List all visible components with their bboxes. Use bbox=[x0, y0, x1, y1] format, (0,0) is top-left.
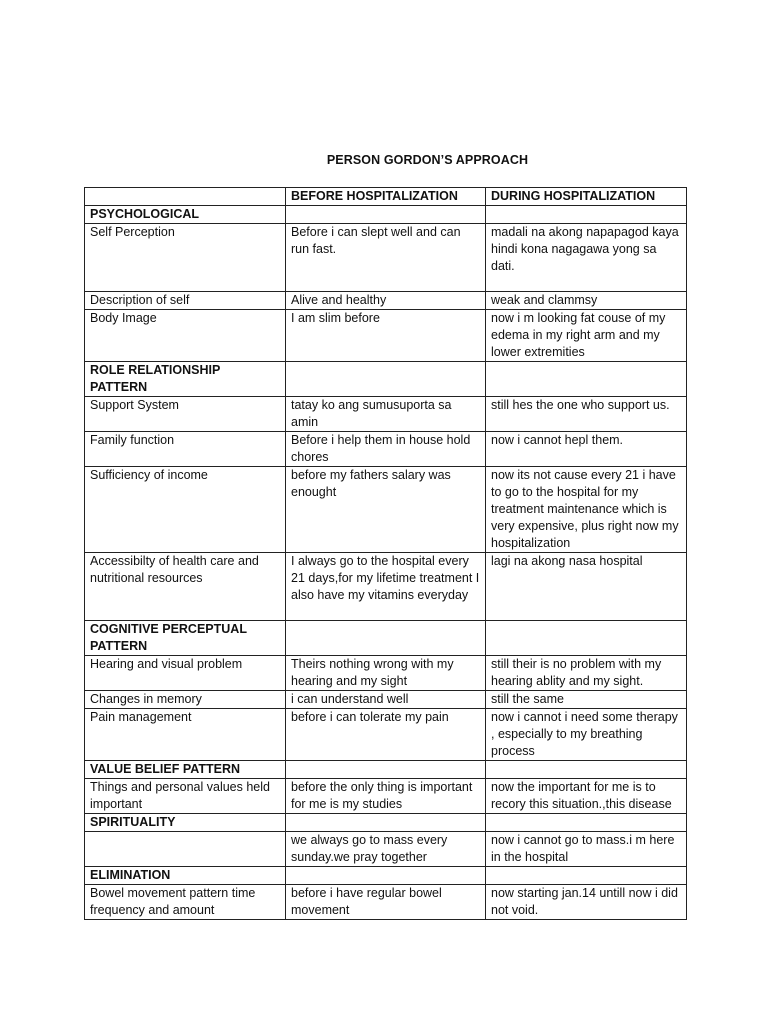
during-hospitalization-cell bbox=[486, 867, 687, 885]
row-label: Self Perception bbox=[85, 224, 286, 292]
section-heading: PSYCHOLOGICAL bbox=[85, 206, 286, 224]
before-hospitalization-cell bbox=[286, 814, 486, 832]
before-hospitalization-cell: Alive and healthy bbox=[286, 292, 486, 310]
during-hospitalization-cell bbox=[486, 362, 687, 397]
section-row bbox=[85, 761, 687, 779]
section-heading: VALUE BELIEF PATTERN bbox=[85, 761, 286, 779]
before-hospitalization-cell bbox=[286, 206, 486, 224]
table-row bbox=[85, 553, 687, 621]
header-cell-before: BEFORE HOSPITALIZATION bbox=[286, 188, 486, 206]
section-row bbox=[85, 867, 687, 885]
table-row bbox=[85, 397, 687, 432]
section-row bbox=[85, 814, 687, 832]
row-label: Family function bbox=[85, 432, 286, 467]
table-row bbox=[85, 691, 687, 709]
table-row bbox=[85, 709, 687, 761]
before-hospitalization-cell: I always go to the hospital every 21 days,for my lifetime treatment I also have my vitamins everyday bbox=[286, 553, 486, 621]
during-hospitalization-cell: still the same bbox=[486, 691, 687, 709]
table-body bbox=[85, 206, 687, 920]
table-row bbox=[85, 779, 687, 814]
section-row bbox=[85, 206, 687, 224]
during-hospitalization-cell: now i m looking fat couse of my edema in my right arm and my lower extremities bbox=[486, 310, 687, 362]
gordon-assessment-table bbox=[84, 187, 687, 920]
row-label: Pain management bbox=[85, 709, 286, 761]
before-hospitalization-cell: before i can tolerate my pain bbox=[286, 709, 486, 761]
section-row bbox=[85, 362, 687, 397]
during-hospitalization-cell bbox=[486, 206, 687, 224]
during-hospitalization-cell: lagi na akong nasa hospital bbox=[486, 553, 687, 621]
table-row bbox=[85, 292, 687, 310]
table-row bbox=[85, 467, 687, 553]
row-label: Sufficiency of income bbox=[85, 467, 286, 553]
section-heading: COGNITIVE PERCEPTUAL PATTERN bbox=[85, 621, 286, 656]
table-header-row bbox=[85, 188, 687, 206]
before-hospitalization-cell bbox=[286, 362, 486, 397]
section-heading: ELIMINATION bbox=[85, 867, 286, 885]
table-row bbox=[85, 310, 687, 362]
during-hospitalization-cell: now its not cause every 21 i have to go to the hospital for my treatment maintenance which is very expensive, plus right now my hospitalization bbox=[486, 467, 687, 553]
page-title: PERSON GORDON’S APPROACH bbox=[326, 153, 529, 167]
row-label: Bowel movement pattern time frequency and amount bbox=[85, 885, 286, 920]
table-row bbox=[85, 656, 687, 691]
section-heading: SPIRITUALITY bbox=[85, 814, 286, 832]
during-hospitalization-cell: weak and clammsy bbox=[486, 292, 687, 310]
during-hospitalization-cell: now i cannot go to mass.i m here in the hospital bbox=[486, 832, 687, 867]
row-label bbox=[85, 832, 286, 867]
before-hospitalization-cell bbox=[286, 761, 486, 779]
before-hospitalization-cell: Theirs nothing wrong with my hearing and my sight bbox=[286, 656, 486, 691]
during-hospitalization-cell bbox=[486, 814, 687, 832]
during-hospitalization-cell bbox=[486, 761, 687, 779]
row-label: Hearing and visual problem bbox=[85, 656, 286, 691]
section-row bbox=[85, 621, 687, 656]
header-cell-label bbox=[85, 188, 286, 206]
before-hospitalization-cell bbox=[286, 621, 486, 656]
row-label: Body Image bbox=[85, 310, 286, 362]
table-row bbox=[85, 224, 687, 292]
during-hospitalization-cell: still their is no problem with my hearing ablity and my sight. bbox=[486, 656, 687, 691]
section-heading: ROLE RELATIONSHIP PATTERN bbox=[85, 362, 286, 397]
during-hospitalization-cell bbox=[486, 621, 687, 656]
during-hospitalization-cell: still hes the one who support us. bbox=[486, 397, 687, 432]
during-hospitalization-cell: now starting jan.14 untill now i did not void. bbox=[486, 885, 687, 920]
before-hospitalization-cell: before i have regular bowel movement bbox=[286, 885, 486, 920]
row-label: Support System bbox=[85, 397, 286, 432]
row-label: Things and personal values held important bbox=[85, 779, 286, 814]
row-label: Accessibilty of health care and nutritional resources bbox=[85, 553, 286, 621]
row-label: Changes in memory bbox=[85, 691, 286, 709]
table-row bbox=[85, 885, 687, 920]
before-hospitalization-cell: tatay ko ang sumusuporta sa amin bbox=[286, 397, 486, 432]
before-hospitalization-cell: before my fathers salary was enought bbox=[286, 467, 486, 553]
before-hospitalization-cell: Before i can slept well and can run fast. bbox=[286, 224, 486, 292]
table-row bbox=[85, 832, 687, 867]
during-hospitalization-cell: madali na akong napapagod kaya hindi kona nagagawa yong sa dati. bbox=[486, 224, 687, 292]
before-hospitalization-cell: I am slim before bbox=[286, 310, 486, 362]
table-row bbox=[85, 432, 687, 467]
before-hospitalization-cell bbox=[286, 867, 486, 885]
before-hospitalization-cell: we always go to mass every sunday.we pray together bbox=[286, 832, 486, 867]
header-cell-during: DURING HOSPITALIZATION bbox=[486, 188, 687, 206]
before-hospitalization-cell: Before i help them in house hold chores bbox=[286, 432, 486, 467]
during-hospitalization-cell: now i cannot i need some therapy , especially to my breathing process bbox=[486, 709, 687, 761]
during-hospitalization-cell: now the important for me is to recory this situation.,this disease bbox=[486, 779, 687, 814]
row-label: Description of self bbox=[85, 292, 286, 310]
before-hospitalization-cell: before the only thing is important for me is my studies bbox=[286, 779, 486, 814]
before-hospitalization-cell: i can understand well bbox=[286, 691, 486, 709]
during-hospitalization-cell: now i cannot hepl them. bbox=[486, 432, 687, 467]
